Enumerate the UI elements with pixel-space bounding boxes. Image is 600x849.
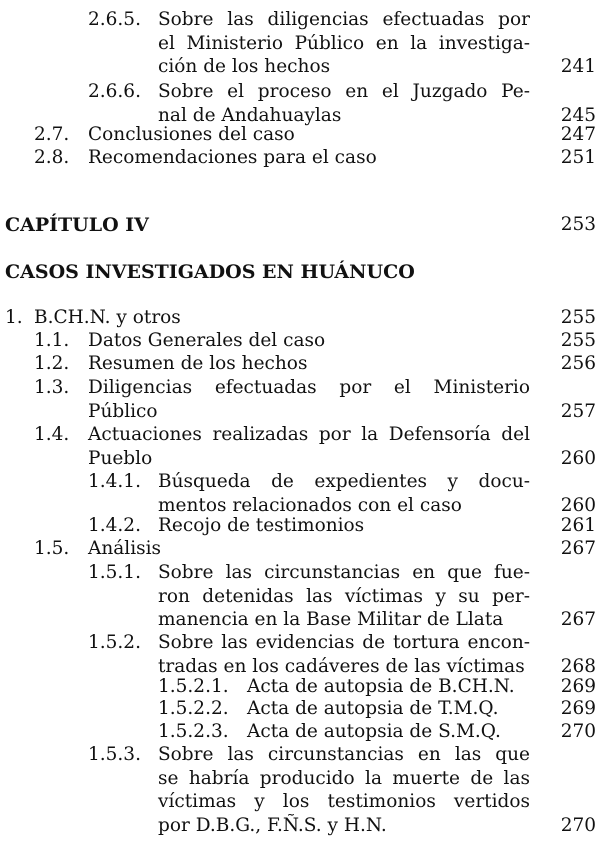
toc-entry-2-7[interactable] <box>34 123 596 147</box>
toc-entry-2-8[interactable] <box>34 146 596 170</box>
toc-entry-title: Sobre las circunstancias en las que se habría producido la muerte de las víctimas y los testimonios vertidos por D.B.G., F.Ñ.S. y H.N. <box>158 744 530 837</box>
toc-entry-title: Resumen de los hechos <box>88 353 308 374</box>
toc-entry-title: Recojo de testimonios <box>158 515 365 536</box>
toc-entry-title: Acta de autopsia de T.M.Q. <box>247 698 499 719</box>
chapter-heading[interactable] <box>5 213 596 237</box>
toc-entry-number: 1.5.2. <box>88 632 141 653</box>
toc-entry-page: 255 <box>560 330 596 351</box>
toc-entry-1-5-2-1[interactable] <box>158 675 596 699</box>
toc-entry-title: Sobre las diligencias efectuadas por el Ministerio Público en la investiga- ción de los hechos <box>158 9 530 78</box>
toc-entry-number: 1.4.1. <box>88 471 141 492</box>
toc-entry-page: 260 <box>560 447 596 469</box>
toc-entry-page: 269 <box>560 676 596 697</box>
toc-entry-number: 1.2. <box>34 353 70 374</box>
toc-entry-number: 1.5.2.2. <box>158 698 229 719</box>
toc-entry-number: 1.4. <box>34 424 70 445</box>
toc-entry-1-3[interactable] <box>34 376 596 423</box>
toc-entry-1-5-3[interactable] <box>88 743 596 838</box>
toc-entry-1-5-2[interactable] <box>88 631 596 678</box>
toc-entry-1-1[interactable] <box>34 329 596 353</box>
toc-entry-number: 1.3. <box>34 377 70 398</box>
toc-entry-number: 1.5. <box>34 538 70 559</box>
toc-entry-page: 261 <box>560 515 596 536</box>
toc-entry-page: 267 <box>560 609 596 631</box>
toc-entry-title: Datos Generales del caso <box>88 330 326 351</box>
toc-entry-number: 1.5.2.3. <box>158 721 229 742</box>
toc-entry-title: B.CH.N. y otros <box>34 307 181 328</box>
toc-entry-number: 2.7. <box>34 124 70 145</box>
toc-entry-1-4-2[interactable] <box>88 514 596 538</box>
toc-entry-1-5-1[interactable] <box>88 561 596 632</box>
toc-entry-2-6-5[interactable] <box>88 8 596 79</box>
chapter-page: 253 <box>560 214 596 235</box>
toc-entry-1-5-2-3[interactable] <box>158 720 596 744</box>
toc-entry-page: 257 <box>560 400 596 422</box>
toc-entry-1-4-1[interactable] <box>88 470 596 517</box>
toc-entry-title: Búsqueda de expedientes y docu- mentos relacionados con el caso <box>158 471 530 516</box>
toc-entry-title: Diligencias efectuadas por el Ministerio Público <box>88 377 530 422</box>
toc-entry-number: 1.4.2. <box>88 515 141 536</box>
toc-entry-page: 245 <box>560 104 596 126</box>
toc-entry-2-6-6[interactable] <box>88 80 596 127</box>
toc-entry-title: Conclusiones del caso <box>88 124 295 145</box>
toc-entry-page: 260 <box>560 494 596 516</box>
toc-entry-number: 1.5.3. <box>88 744 141 765</box>
toc-entry-title: Análisis <box>88 538 162 559</box>
toc-entry-title: Sobre las evidencias de tortura encon- tradas en los cadáveres de las víctimas <box>158 632 530 677</box>
toc-entry-page: 270 <box>560 721 596 742</box>
toc-entry-title: Acta de autopsia de S.M.Q. <box>247 721 501 742</box>
toc-entry-number: 1. <box>5 307 23 328</box>
toc-entry-1-5-2-2[interactable] <box>158 697 596 721</box>
toc-entry-number: 2.6.6. <box>88 81 141 102</box>
toc-entry-page: 267 <box>560 538 596 559</box>
toc-entry-1-5[interactable] <box>34 537 596 561</box>
toc-entry-page: 247 <box>560 124 596 145</box>
section-title: CASOS INVESTIGADOS EN HUÁNUCO <box>5 261 415 283</box>
toc-entry-page: 269 <box>560 698 596 719</box>
toc-entry-title: Actuaciones realizadas por la Defensoría del Pueblo <box>88 424 530 469</box>
toc-entry-1-2[interactable] <box>34 352 596 376</box>
toc-entry-number: 1.1. <box>34 330 70 351</box>
toc-entry-title: Acta de autopsia de B.CH.N. <box>247 676 515 697</box>
toc-entry-title: Sobre el proceso en el Juzgado Pe- nal de Andahuaylas <box>158 81 530 126</box>
toc-entry-title: Sobre las circunstancias en que fue- ron detenidas las víctimas y su per- manencia en la Base Militar de Llata <box>158 562 530 631</box>
toc-entry-number: 1.5.2.1. <box>158 676 229 697</box>
toc-entry-number: 1.5.1. <box>88 562 141 583</box>
toc-entry-page: 270 <box>560 815 596 837</box>
toc-entry-number: 2.6.5. <box>88 9 141 30</box>
toc-entry-page: 256 <box>560 353 596 374</box>
toc-entry-1[interactable] <box>5 306 596 330</box>
section-heading <box>5 260 596 284</box>
toc-entry-title: Recomendaciones para el caso <box>88 147 377 168</box>
toc-entry-number: 2.8. <box>34 147 70 168</box>
toc-entry-page: 251 <box>560 147 596 168</box>
chapter-title: CAPÍTULO IV <box>5 214 149 236</box>
toc-entry-page: 268 <box>560 655 596 677</box>
toc-entry-page: 255 <box>560 307 596 328</box>
toc-entry-1-4[interactable] <box>34 423 596 470</box>
toc-entry-page: 241 <box>560 56 596 78</box>
